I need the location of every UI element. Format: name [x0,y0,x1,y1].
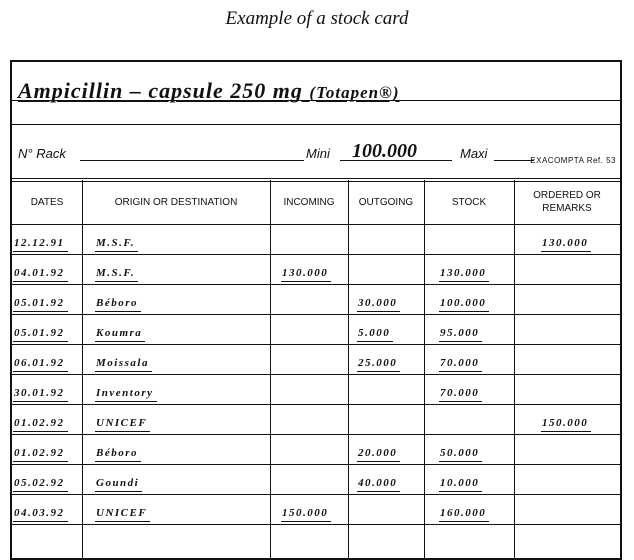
column-divider [424,180,425,558]
cell-underline [13,281,68,282]
rack-line [80,160,304,161]
cell-underline [95,281,138,282]
stock-card [10,60,622,560]
cell-origin: Béboro [96,297,138,309]
cell-origin: M.S.F. [96,237,136,249]
cell-underline [95,251,138,252]
cell-stock: 10.000 [440,477,480,489]
cell-underline [357,311,400,312]
cell-stock: 70.000 [440,357,480,369]
cell-underline [13,251,68,252]
column-divider [82,180,83,558]
row-divider [12,404,620,405]
divider [12,100,620,101]
cell-incoming: 150.000 [282,507,329,519]
column-header-stock: STOCK [451,196,487,208]
cell-underline [95,521,150,522]
column-header-remarks: ORDERED OR REMARKS [533,190,601,214]
cell-outgoing: 30.000 [358,297,398,309]
row-divider [12,314,620,315]
reference: EXACOMPTA Ref. 53 [530,156,616,165]
cell-underline [439,521,489,522]
column-header-incoming: INCOMING [283,196,335,208]
cell-underline [439,491,482,492]
cell-remarks: 150.000 [542,417,589,429]
cell-underline [13,431,68,432]
cell-underline [13,521,68,522]
cell-underline [541,251,591,252]
divider [12,224,620,225]
row-divider [12,344,620,345]
product-name: Ampicillin – capsule 250 mg [18,78,303,103]
cell-underline [439,401,482,402]
cell-origin: UNICEF [96,507,148,519]
product-brand: (Totapen®) [309,83,400,102]
cell-stock: 100.000 [440,297,487,309]
cell-dates: 04.01.92 [14,267,65,279]
cell-underline [439,281,489,282]
cell-dates: 06.01.92 [14,357,65,369]
mini-label: Mini [306,146,330,161]
cell-underline [95,401,157,402]
cell-stock: 70.000 [440,387,480,399]
cell-stock: 50.000 [440,447,480,459]
cell-underline [13,341,68,342]
cell-outgoing: 20.000 [358,447,398,459]
cell-underline [439,461,482,462]
cell-origin: Moissala [96,357,149,369]
row-divider [12,524,620,525]
column-header-origin: ORIGIN OR DESTINATION [114,196,238,208]
cell-dates: 05.02.92 [14,477,65,489]
cell-underline [357,371,400,372]
row-divider [12,284,620,285]
column-header-dates: DATES [30,196,64,208]
cell-underline [95,371,152,372]
row-divider [12,254,620,255]
cell-underline [95,461,141,462]
row-divider [12,464,620,465]
cell-underline [541,431,591,432]
cell-origin: Koumra [96,327,143,339]
cell-dates: 12.12.91 [14,237,65,249]
cell-underline [95,431,150,432]
cell-underline [357,491,400,492]
row-divider [12,494,620,495]
cell-underline [357,461,400,462]
cell-dates: 04.03.92 [14,507,65,519]
column-divider [270,180,271,558]
cell-underline [13,371,68,372]
cell-underline [95,491,142,492]
cell-underline [95,311,141,312]
row-divider [12,374,620,375]
cell-outgoing: 40.000 [358,477,398,489]
cell-dates: 05.01.92 [14,327,65,339]
cell-incoming: 130.000 [282,267,329,279]
cell-underline [439,341,482,342]
cell-underline [13,401,68,402]
cell-origin: Béboro [96,447,138,459]
caption: Example of a stock card [225,8,409,29]
cell-dates: 01.02.92 [14,447,65,459]
cell-origin: Inventory [96,387,154,399]
row-divider [12,434,620,435]
column-divider [514,180,515,558]
divider [12,124,620,125]
cell-underline [95,341,145,342]
cell-dates: 30.01.92 [14,387,65,399]
cell-underline [439,311,489,312]
maxi-label: Maxi [460,146,488,161]
cell-underline [439,371,482,372]
mini-value: 100.000 [352,140,417,162]
cell-origin: Goundi [96,477,140,489]
cell-remarks: 130.000 [542,237,589,249]
cell-outgoing: 25.000 [358,357,398,369]
maxi-line [494,160,534,161]
cell-underline [13,461,68,462]
cell-stock: 130.000 [440,267,487,279]
cell-origin: M.S.F. [96,267,136,279]
divider [12,178,620,179]
cell-outgoing: 5.000 [358,327,391,339]
cell-underline [281,281,331,282]
column-header-outgoing: OUTGOING [358,196,414,208]
cell-underline [357,341,393,342]
cell-underline [13,311,68,312]
cell-dates: 01.02.92 [14,417,65,429]
cell-underline [13,491,68,492]
cell-origin: UNICEF [96,417,148,429]
cell-stock: 160.000 [440,507,487,519]
cell-stock: 95.000 [440,327,480,339]
cell-dates: 05.01.92 [14,297,65,309]
rack-label: N° Rack [18,146,66,161]
column-divider [348,180,349,558]
cell-underline [281,521,331,522]
